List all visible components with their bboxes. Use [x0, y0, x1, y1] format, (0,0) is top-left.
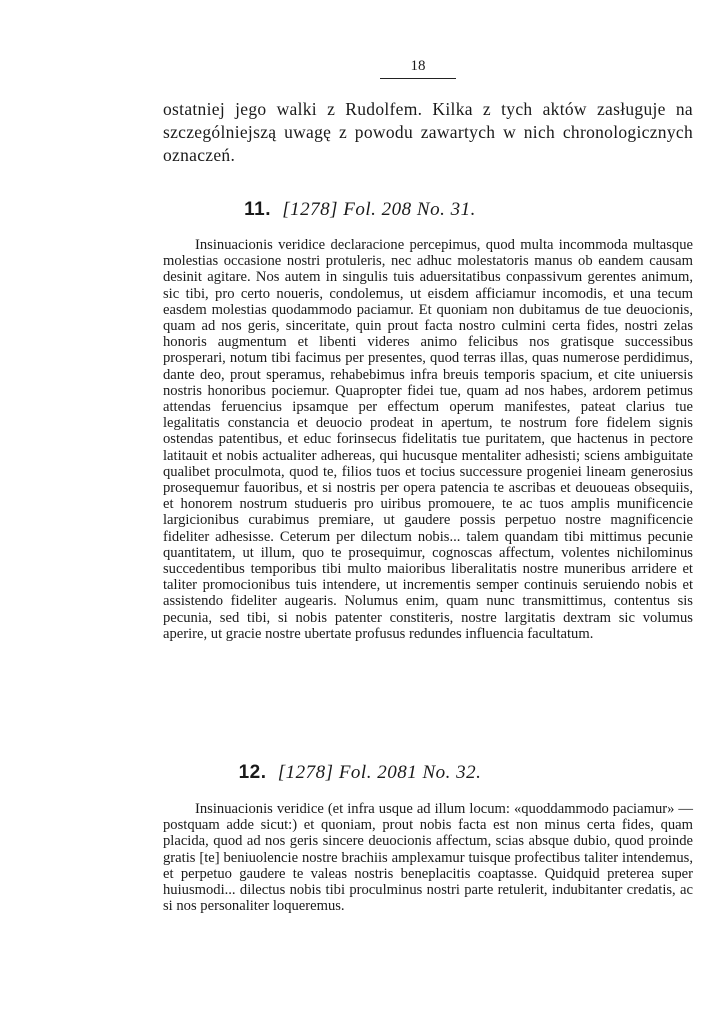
section-number: 11. — [244, 199, 271, 220]
page-number: 18 — [380, 58, 456, 79]
intro-paragraph: ostatniej jego walki z Rudolfem. Kilka z tych aktów zasługuje na szczególniejszą uwagę z powodu zawartych w nich chronologicznych oznaczeń. — [163, 99, 693, 165]
section-body — [163, 801, 693, 914]
section-paragraph: Insinuacionis veridice declaracione percepimus, quod multa incommoda multasque molestias occasione nostri protuleris, nec adhuc molestatoris manus ob eandem causam desinit agitare. Nos autem in singulis tuis aduersitatibus conpassivum gerentes animum, sic tibi, pro certo noueris, condolemus, ut eisdem afficiamur incomodis, et una tecum easdem molestias quodammodo paciamur. Et quoniam non dubitamus de tue deuocionis, quam ad nos geris, sinceritate, quin prout facta nostro culmini certa fides, nostri zelas honoris augmentum et libenti videres animo felicibus nos gratisque successibus prosperari, notum tibi facimus per presentes, quod terras illas, quas numerose perdidimus, dante deo, prout speramus, rehabebimus infra breuis temporis spacium, et cite uniuersis nostris honoribus pociemur. Quapropter fidei tue, quam ad nos habes, ardorem petimus attendas feruencius ipsamque per effectum operum manifestes, pateat clarius tue legalitatis constancia et deuocio prodeat in apertum, te nostrum fore fidelem signis ostendas patentibus, et educ forinsecus fidelitatis tue puritatem, que hactenus in pectore latitauit et nobis actualiter adhereas, qui hucusque mentaliter adhesisti; sciens ambiguitate qualibet proculmota, quod te, filios tuos et tocius successure progeniei lineam generosius prosequemur fauoribus, et si nostris per opera patencia te ascribas et deuoueas obsequiis, et honorem nostrum studueris pro uiribus promouere, te ac tuos amplis munificencie largicionibus curabimus premiare, ut gaudere possis perpetuo nostre magnificencie fideliter adhesisse. Ceterum per dilectum nobis... talem quandam tibi mittimus pecunie quantitatem, ut illum, quo te prosequimur, cognoscas affectum, volentes nichilominus succedentibus temporibus tibi multo maioribus liberalitatis nostre muneribus arridere et taliter promocionibus tuis intendere, ut incrementis semper continuis seruiendo nobis et assistendo fideliter augearis. Nolumus enim, quam nunc transmittimus, contentus sis pecunia, sed tibi, si nobis patenter constiteris, nostre largitatis dextram sic volumus aperire, ut gracie nostre ubertate profusus redundes influencia facultatum. — [163, 237, 693, 642]
section-title: [1278] Fol. 2081 No. 32. — [277, 762, 482, 783]
section-body — [163, 237, 693, 642]
section-heading — [0, 762, 720, 784]
section-heading — [0, 199, 720, 221]
section-paragraph: Insinuacionis veridice (et infra usque ad illum locum: «quoddammodo paciamur» — postquam adde sicut:) et quoniam, prout nobis facta est non minus certa fides, quam placida, quod ad nos geris sincere deuocionis affectum, scias absque dubio, quod proinde gratis [te] beniuolencie nostre brachiis amplexamur tuisque profectibus taliter intendemus, et perpetuo gaudere te valeas nostris beneplacitis coaptasse. Quidquid preterea super huiusmodi... dilectus nobis tibi proculminus nostri parte retulerit, indubitanter credatis, ac si nos personaliter loqueremus. — [163, 801, 693, 915]
section-number: 12. — [238, 762, 267, 783]
section-title: [1278] Fol. 208 No. 31. — [282, 199, 476, 220]
